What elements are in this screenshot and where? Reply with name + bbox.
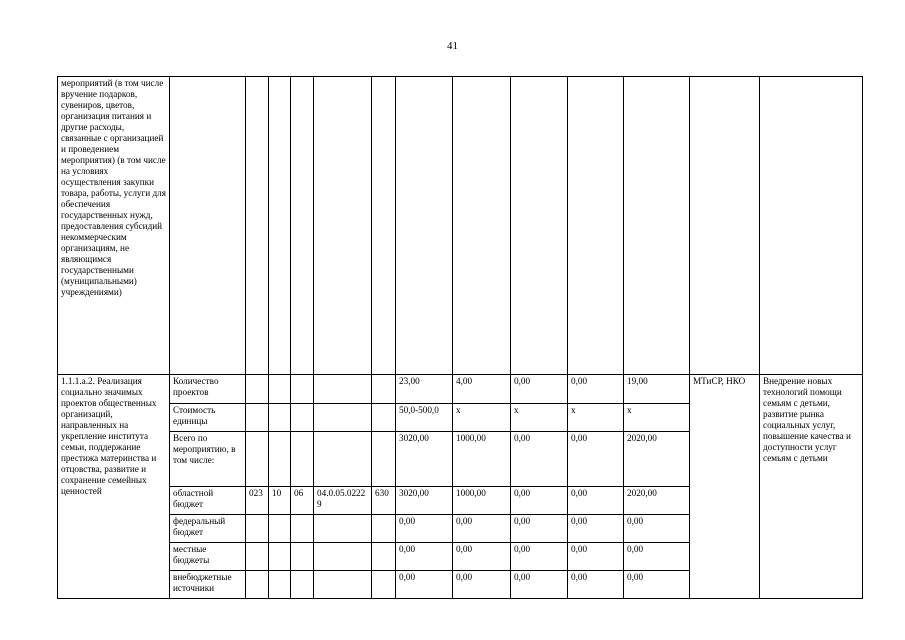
indicator-cell: внебюджетные источники xyxy=(170,571,246,599)
continued-row xyxy=(58,77,863,375)
empty-cell xyxy=(690,77,760,375)
expense-type-cell xyxy=(372,543,396,571)
subsection-cell xyxy=(291,543,314,571)
indicator-cell: Стоимость единицы xyxy=(170,404,246,432)
section-cell xyxy=(269,515,291,543)
year4-cell: 0,00 xyxy=(624,515,690,543)
grbs-cell: 023 xyxy=(246,487,269,515)
year1-cell: 1000,00 xyxy=(453,487,511,515)
year4-cell: 0,00 xyxy=(624,571,690,599)
continued-activity-text: мероприятий (в том числе вручение подарков, сувениров, цветов, организация питания и другие расходы, связанные с организацией и проведением мероприятия) (в том числе на условиях осуществления закупки товара, работы, услуги для обеспечения государственных нужд, предоставления субсидий некоммерческим организациям, не являющимся государственными (муниципальными) учреждениями) xyxy=(58,77,170,375)
year2-cell: х xyxy=(511,404,568,432)
subsection-cell xyxy=(291,432,314,487)
section-cell xyxy=(269,571,291,599)
expense-type-cell xyxy=(372,404,396,432)
expense-type-cell xyxy=(372,515,396,543)
empty-cell xyxy=(624,77,690,375)
year3-cell: 0,00 xyxy=(568,543,624,571)
section-cell xyxy=(269,543,291,571)
program-table xyxy=(57,76,863,599)
expense-type-cell xyxy=(372,571,396,599)
empty-cell xyxy=(269,77,291,375)
empty-cell xyxy=(511,77,568,375)
target-article-cell: 04.0.05.02229 xyxy=(314,487,372,515)
year2-cell: 0,00 xyxy=(511,571,568,599)
target-article-cell xyxy=(314,571,372,599)
year3-cell: 0,00 xyxy=(568,432,624,487)
year2-cell: 0,00 xyxy=(511,515,568,543)
empty-cell xyxy=(246,77,269,375)
empty-cell xyxy=(372,77,396,375)
total-cell: 3020,00 xyxy=(396,432,453,487)
year4-cell: 0,00 xyxy=(624,543,690,571)
target-article-cell xyxy=(314,432,372,487)
indicator-cell: областной бюджет xyxy=(170,487,246,515)
activity-name: 1.1.1.а.2. Реализация социально значимых проектов общественных организаций, направленных на укрепление института семьи, поддержание престижа материнства и отцовства, развитие и сохранение семейных ценностей xyxy=(58,375,170,599)
page-number: 41 xyxy=(447,40,458,52)
section-cell xyxy=(269,375,291,404)
total-cell: 0,00 xyxy=(396,543,453,571)
year2-cell: 0,00 xyxy=(511,487,568,515)
empty-cell xyxy=(291,77,314,375)
total-cell: 23,00 xyxy=(396,375,453,404)
year1-cell: 1000,00 xyxy=(453,432,511,487)
year1-cell: 0,00 xyxy=(453,571,511,599)
year3-cell: 0,00 xyxy=(568,571,624,599)
subsection-cell xyxy=(291,515,314,543)
section-cell: 10 xyxy=(269,487,291,515)
target-article-cell xyxy=(314,404,372,432)
year1-cell: 0,00 xyxy=(453,515,511,543)
grbs-cell xyxy=(246,432,269,487)
grbs-cell xyxy=(246,375,269,404)
year4-cell: х xyxy=(624,404,690,432)
year2-cell: 0,00 xyxy=(511,543,568,571)
subsection-cell: 06 xyxy=(291,487,314,515)
empty-cell xyxy=(396,77,453,375)
target-article-cell xyxy=(314,515,372,543)
indicator-cell: Количество проектов xyxy=(170,375,246,404)
empty-cell xyxy=(170,77,246,375)
year3-cell: 0,00 xyxy=(568,487,624,515)
empty-cell xyxy=(568,77,624,375)
empty-cell xyxy=(314,77,372,375)
year1-cell: 4,00 xyxy=(453,375,511,404)
empty-cell xyxy=(760,77,863,375)
section-cell xyxy=(269,404,291,432)
table-row xyxy=(58,375,863,404)
expense-type-cell xyxy=(372,432,396,487)
subsection-cell xyxy=(291,571,314,599)
expense-type-cell xyxy=(372,375,396,404)
year4-cell: 19,00 xyxy=(624,375,690,404)
year1-cell: х xyxy=(453,404,511,432)
total-cell: 0,00 xyxy=(396,571,453,599)
year1-cell: 0,00 xyxy=(453,543,511,571)
expense-type-cell: 630 xyxy=(372,487,396,515)
year2-cell: 0,00 xyxy=(511,375,568,404)
grbs-cell xyxy=(246,571,269,599)
indicator-cell: федеральный бюджет xyxy=(170,515,246,543)
grbs-cell xyxy=(246,515,269,543)
target-article-cell xyxy=(314,375,372,404)
executor-cell: МТиСР, НКО xyxy=(690,375,760,599)
subsection-cell xyxy=(291,404,314,432)
total-cell: 3020,00 xyxy=(396,487,453,515)
empty-cell xyxy=(453,77,511,375)
year4-cell: 2020,00 xyxy=(624,487,690,515)
total-cell: 50,0-500,0 xyxy=(396,404,453,432)
indicator-cell: местные бюджеты xyxy=(170,543,246,571)
year2-cell: 0,00 xyxy=(511,432,568,487)
year3-cell: 0,00 xyxy=(568,375,624,404)
total-cell: 0,00 xyxy=(396,515,453,543)
target-article-cell xyxy=(314,543,372,571)
year4-cell: 2020,00 xyxy=(624,432,690,487)
grbs-cell xyxy=(246,404,269,432)
year3-cell: 0,00 xyxy=(568,515,624,543)
year3-cell: х xyxy=(568,404,624,432)
expected-result-cell: Внедрение новых технологий помощи семьям с детьми, развитие рынка социальных услуг, повышение качества и доступности услуг семьям с детьми xyxy=(760,375,863,599)
grbs-cell xyxy=(246,543,269,571)
indicator-cell: Всего по мероприятию, в том числе: xyxy=(170,432,246,487)
section-cell xyxy=(269,432,291,487)
subsection-cell xyxy=(291,375,314,404)
